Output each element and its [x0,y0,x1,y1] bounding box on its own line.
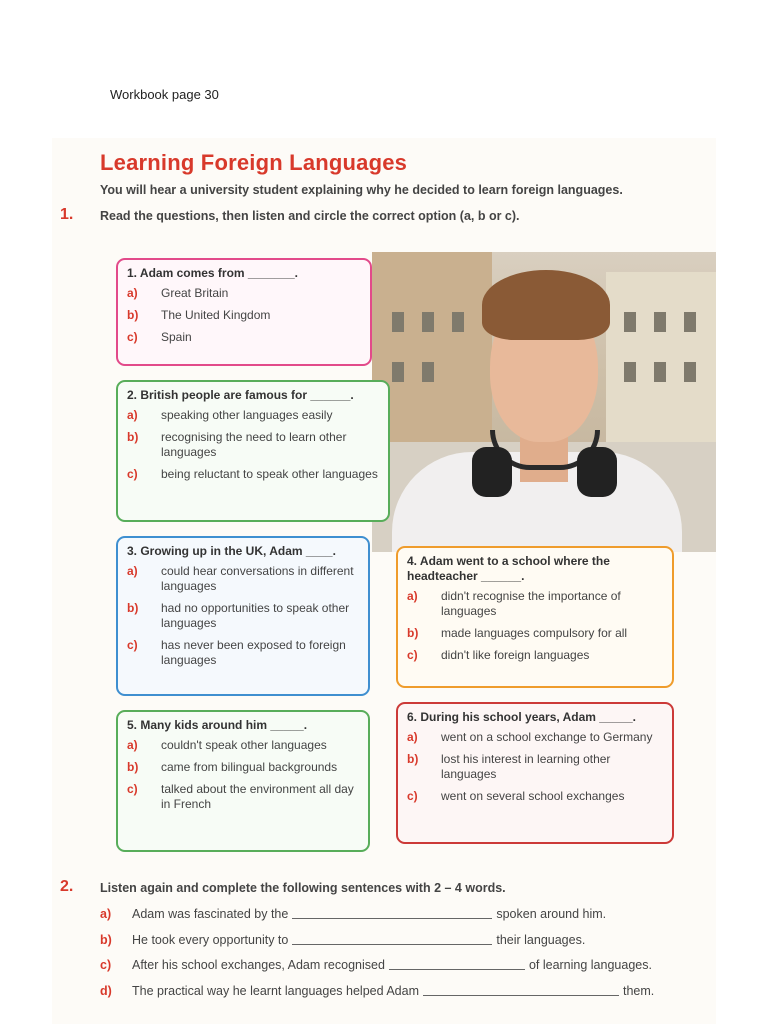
answer-blank[interactable] [292,933,492,945]
answer-blank[interactable] [292,907,492,919]
sentence-letter: c) [100,958,112,972]
question-6-box [396,702,674,844]
option-text: lost his interest in learning other languages [441,752,611,781]
sentence-c [100,958,652,972]
question-6-option-a[interactable] [407,730,663,745]
option-letter: b) [127,760,139,774]
option-letter: c) [407,648,418,662]
workbook-page-note: Workbook page 30 [110,87,219,102]
option-letter: a) [407,730,418,744]
question-6-stem: 6. During his school years, Adam _____. [407,710,636,724]
option-letter: c) [127,330,138,344]
option-letter: b) [127,601,139,615]
question-4-stem: 4. Adam went to a school where the headteacher ______. [407,554,610,583]
page-title: Learning Foreign Languages [100,150,408,175]
option-letter: c) [407,789,418,803]
option-text: didn't recognise the importance of languages [441,589,621,618]
option-text: The United Kingdom [161,308,271,322]
option-letter: a) [127,738,138,752]
intro-text: You will hear a university student explaining why he decided to learn foreign languages. [100,183,623,197]
option-text: Spain [161,330,192,344]
question-5-box [116,710,370,852]
sentence-before: After his school exchanges, Adam recognised [132,958,385,972]
option-letter: b) [127,308,139,322]
option-text: didn't like foreign languages [441,648,590,662]
option-letter: a) [127,286,138,300]
question-2-stem: 2. British people are famous for ______. [127,388,354,402]
option-text: talked about the environment all day in French [161,782,354,811]
question-5-option-b[interactable] [127,760,359,775]
question-2-option-b[interactable] [127,430,379,460]
option-letter: b) [407,626,419,640]
option-text: went on several school exchanges [441,789,625,803]
sentence-b [100,933,585,947]
exercise-2-number: 2. [60,878,74,895]
sentence-a [100,907,606,921]
option-text: could hear conversations in different languages [161,564,354,593]
option-letter: c) [127,467,138,481]
question-5-option-a[interactable] [127,738,359,753]
question-2-box [116,380,390,522]
question-6-option-b[interactable] [407,752,663,782]
sentence-after: of learning languages. [528,958,652,972]
question-2-option-a[interactable] [127,408,379,423]
option-text: had no opportunities to speak other languages [161,601,350,630]
option-letter: b) [127,430,139,444]
building-left [372,252,492,452]
sentence-letter: b) [100,933,112,947]
option-letter: a) [127,408,138,422]
sentence-after: them. [623,984,655,998]
option-letter: a) [127,564,138,578]
question-5-stem: 5. Many kids around him _____. [127,718,308,732]
headphones-right-cup [577,447,617,497]
student-hair [482,270,610,340]
question-3-option-c[interactable] [127,638,359,668]
option-text: has never been exposed to foreign languages [161,638,346,667]
question-6-option-c[interactable] [407,789,663,804]
question-5-option-c[interactable] [127,782,359,812]
sentence-letter: d) [100,984,112,998]
question-1-option-a[interactable] [127,286,361,301]
option-text: made languages compulsory for all [441,626,628,640]
question-4-option-a[interactable] [407,589,663,619]
question-1-option-b[interactable] [127,308,361,323]
option-text: Great Britain [161,286,229,300]
option-letter: b) [407,752,419,766]
sentence-d [100,984,654,998]
question-1-option-c[interactable] [127,330,361,345]
question-1-box [116,258,372,366]
option-text: went on a school exchange to Germany [441,730,653,744]
headphones-left-cup [472,447,512,497]
sentence-before: Adam was fascinated by the [132,907,289,921]
question-3-box [116,536,370,696]
answer-blank[interactable] [389,958,525,970]
sentence-after: spoken around him. [496,907,607,921]
question-1-stem: 1. Adam comes from _______. [127,266,298,280]
sentence-letter: a) [100,907,112,921]
question-4-box [396,546,674,688]
question-3-stem: 3. Growing up in the UK, Adam ____. [127,544,336,558]
option-letter: c) [127,638,138,652]
option-text: recognising the need to learn other languages [161,430,347,459]
question-4-option-b[interactable] [407,626,663,641]
option-letter: a) [407,589,418,603]
answer-blank[interactable] [423,984,619,996]
sentence-after: their languages. [496,933,586,947]
student-photo [372,252,716,552]
exercise-1-number: 1. [60,206,74,223]
exercise-1-instruction: Read the questions, then listen and circle the correct option (a, b or c). [100,209,520,223]
question-4-option-c[interactable] [407,648,663,663]
option-text: speaking other languages easily [161,408,333,422]
question-3-option-b[interactable] [127,601,359,631]
option-letter: c) [127,782,138,796]
option-text: couldn't speak other languages [161,738,327,752]
question-2-option-c[interactable] [127,467,379,482]
option-text: being reluctant to speak other languages [161,467,378,481]
sentence-before: The practical way he learnt languages helped Adam [132,984,419,998]
exercise-2-instruction: Listen again and complete the following sentences with 2 – 4 words. [100,881,506,895]
question-3-option-a[interactable] [127,564,359,594]
option-text: came from bilingual backgrounds [161,760,338,774]
sentence-before: He took every opportunity to [132,933,289,947]
building-right [606,272,716,442]
